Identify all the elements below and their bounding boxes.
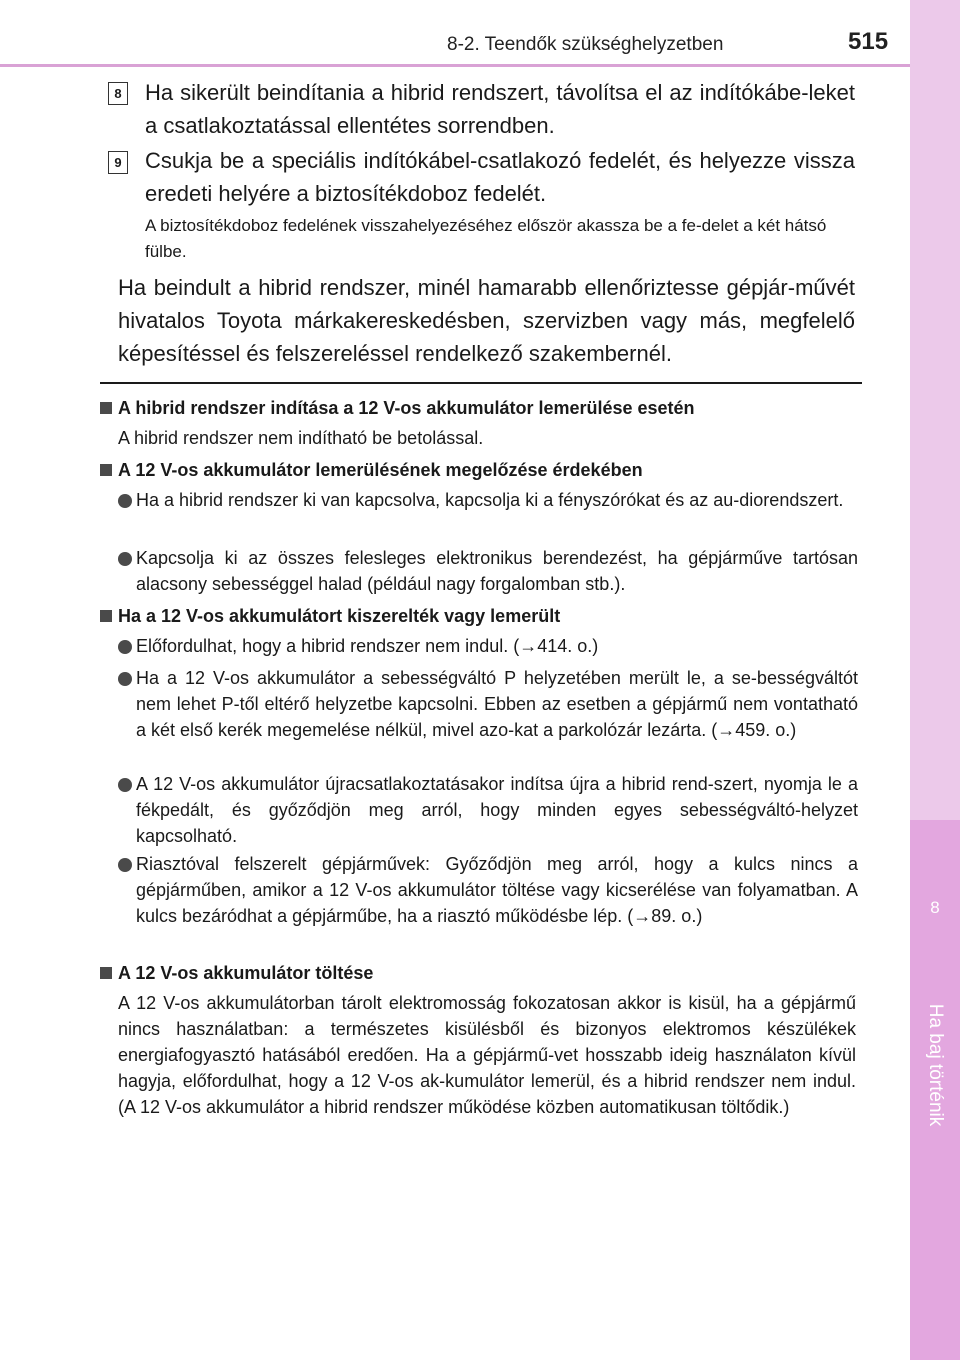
round-bullet-icon [118, 778, 132, 792]
chapter-title-text: Ha baj történik [925, 1003, 946, 1127]
page-number: 515 [848, 28, 889, 55]
section-3-bullet-2: Ha a 12 V-os akkumulátor a sebességváltó P helyzetében merült le, a se-bességváltót nem lehet P-től eltérő helyzetbe kapcsolni. Ebben az esetben a gépjármű nem vontatható a két első kerék megemelése nélkül, mivel azo-kat a parkolózár lezárta. (→459. o.) [136, 668, 858, 740]
section-3-bullet-3: A 12 V-os akkumulátor újracsatlakoztatásakor indítsa újra a hibrid rend-szert, nyomja le a fékpedált, és győződjön meg arról, hogy minden egyes sebességváltó-helyzet kapcsolható. [136, 774, 858, 846]
section-4-heading: A 12 V-os akkumulátor töltése [118, 963, 374, 983]
section-1-heading: A hibrid rendszer indítása a 12 V-os akkumulátor lemerülése esetén [118, 398, 695, 418]
section-3-bullet-1: Előfordulhat, hogy a hibrid rendszer nem indul. (→414. o.) [136, 636, 599, 656]
summary-paragraph: Ha beindult a hibrid rendszer, minél hamarabb ellenőriztesse gépjár-művét hivatalos Toyota márkakereskedésben, szervizben vagy más, megfelelő képesítéssel és felszereléssel rendelkező szakembernél. [118, 275, 855, 366]
step-9-badge: 9 [108, 151, 128, 174]
step-8-badge: 8 [108, 82, 128, 105]
section-1-body: A hibrid rendszer nem indítható be betolással. [118, 428, 484, 448]
sidebar-tab-background [910, 0, 960, 820]
step-8-text: Ha sikerült beindítania a hibrid rendszert, távolítsa el az indítókábe-leket a csatlakoztatással ellentétes sorrendben. [145, 80, 855, 138]
header-rule [0, 64, 910, 67]
square-bullet-icon [100, 464, 112, 476]
round-bullet-icon [118, 494, 132, 508]
round-bullet-icon [118, 640, 132, 654]
section-2-bullet-2: Kapcsolja ki az összes felesleges elektronikus berendezést, ha gépjárműve tartósan alacsony sebességgel halad (például nagy forgalomban stb.). [136, 548, 858, 594]
square-bullet-icon [100, 967, 112, 979]
section-divider [100, 382, 862, 384]
round-bullet-icon [118, 552, 132, 566]
section-2-bullet-1: Ha a hibrid rendszer ki van kapcsolva, kapcsolja ki a fényszórókat és az au-diorendszert. [136, 490, 844, 510]
section-4-body: A 12 V-os akkumulátorban tárolt elektromosság fokozatosan akkor is kisül, ha a gépjármű nincs használatban: a természetes kisülésből és bizonyos elektromos készülékek energiafogyasztó hatásából eredően. Ha a gépjármű-vet hosszabb ideig használaton kívül hagyja, előfordulhat, hogy a 12 V-os ak-kumulátor lemerül, és a hibrid rendszer nem indul. (A 12 V-os akkumulátor a hibrid rendszer működése közben automatikusan töltődik.) [118, 993, 856, 1117]
step-9-note: A biztosítékdoboz fedelének visszahelyezéséhez először akassza be a fe-delet a két hátsó fülbe. [145, 216, 827, 261]
section-title: 8-2. Teendők szükséghelyzetben [447, 34, 724, 55]
round-bullet-icon [118, 858, 132, 872]
chapter-title [910, 950, 960, 1180]
section-2-heading: A 12 V-os akkumulátor lemerülésének megelőzése érdekében [118, 460, 643, 480]
chapter-number: 8 [930, 898, 940, 917]
round-bullet-icon [118, 672, 132, 686]
section-3-heading: Ha a 12 V-os akkumulátort kiszerelték vagy lemerült [118, 606, 561, 626]
square-bullet-icon [100, 402, 112, 414]
square-bullet-icon [100, 610, 112, 622]
step-9-text: Csukja be a speciális indítókábel-csatlakozó fedelét, és helyezze vissza eredeti helyére a biztosítékdoboz fedelét. [145, 148, 855, 206]
section-3-bullet-4: Riasztóval felszerelt gépjárművek: Győződjön meg arról, hogy a kulcs nincs a gépjárműben, amikor a 12 V-os akkumulátor töltése vagy kicserélése van folyamatban. A kulcs bezáródhat a gépjárműbe, ha a riasztó működésbe lép. (→89. o.) [136, 854, 858, 926]
